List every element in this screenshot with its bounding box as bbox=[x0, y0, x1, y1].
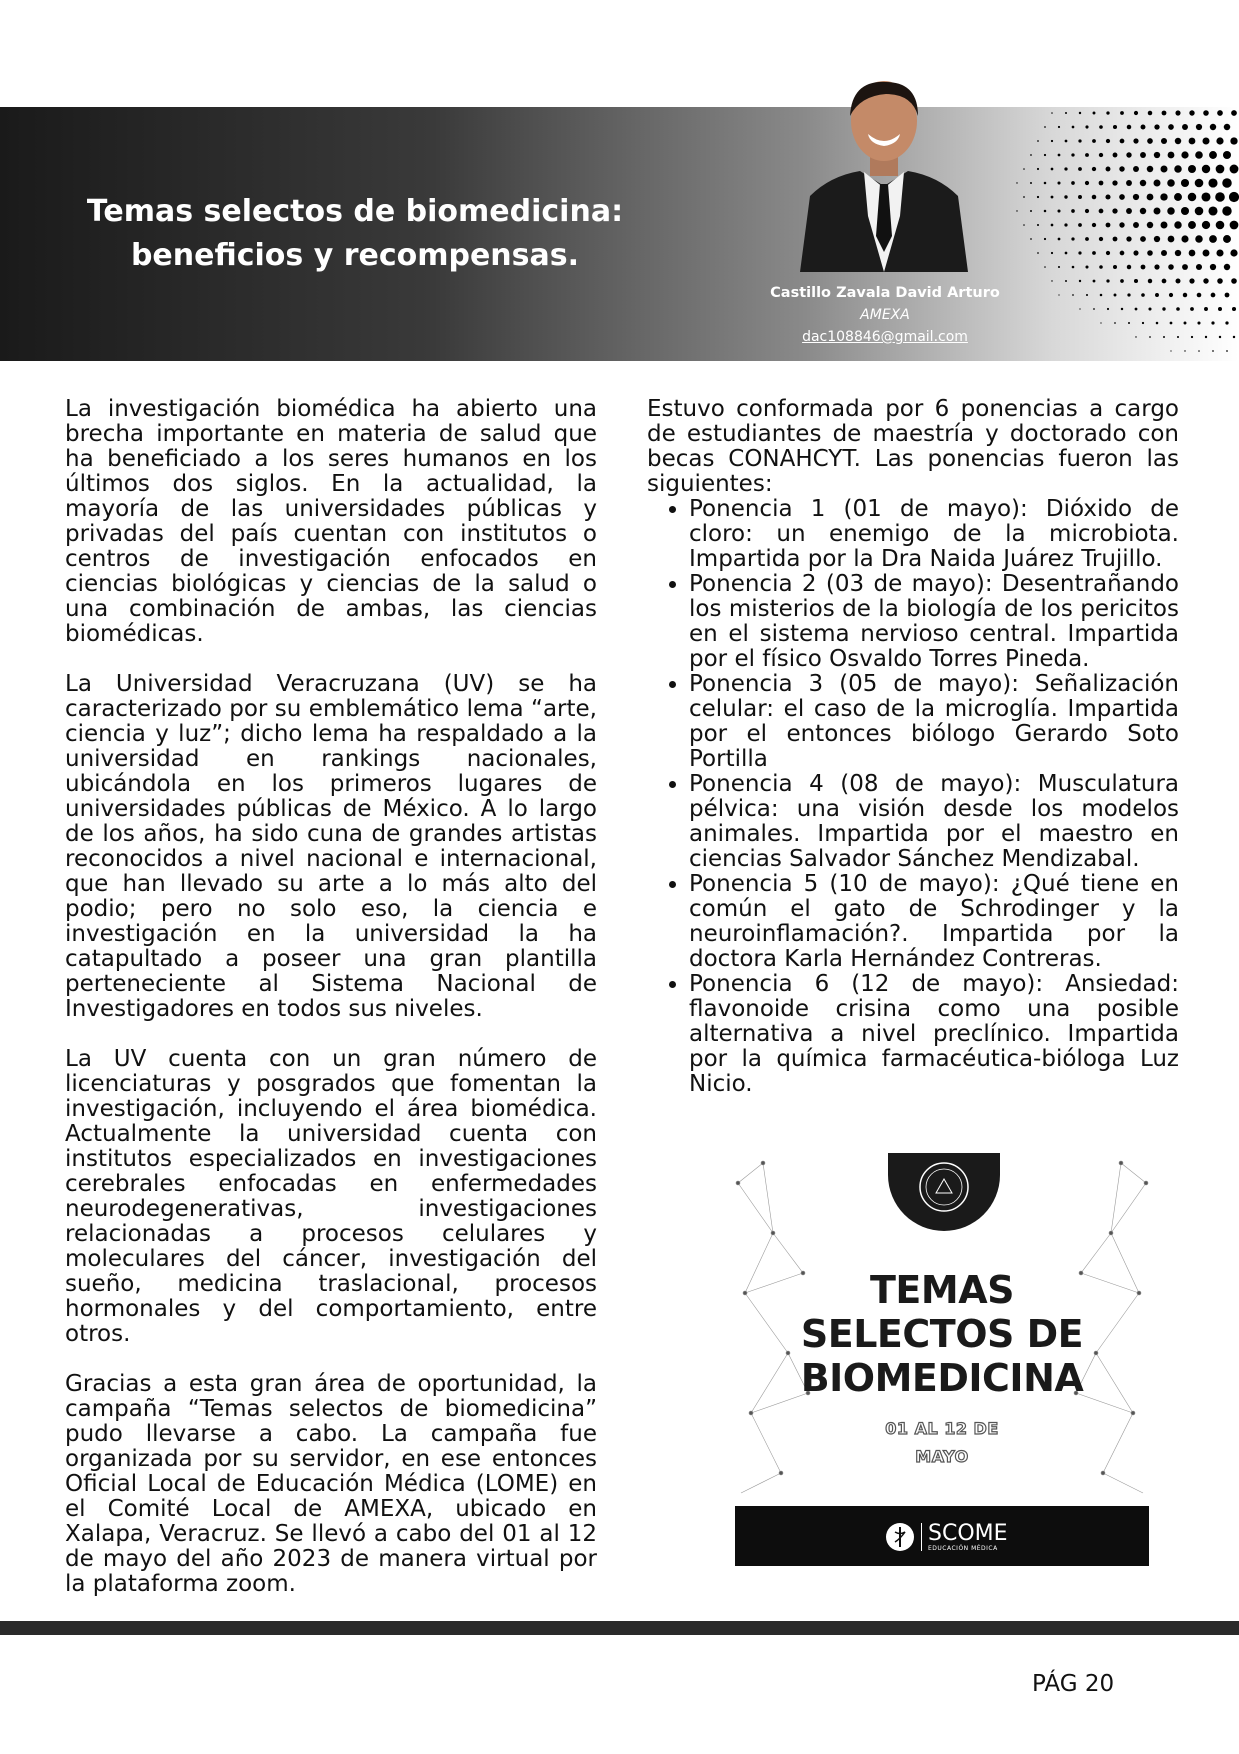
halftone-dot bbox=[1058, 238, 1061, 241]
halftone-dot bbox=[1181, 235, 1188, 242]
poster-title-line-2: SELECTOS DE bbox=[800, 1312, 1084, 1356]
halftone-dot bbox=[1135, 308, 1138, 311]
halftone-dot bbox=[1064, 195, 1067, 198]
poster-dates-line-2: MAYO bbox=[915, 1447, 969, 1466]
halftone-dot bbox=[1161, 138, 1167, 144]
halftone-dot bbox=[1231, 278, 1237, 284]
page-number: PÁG 20 bbox=[1032, 1671, 1115, 1697]
halftone-dot bbox=[1141, 125, 1146, 130]
halftone-dot bbox=[1119, 194, 1125, 200]
halftone-dot bbox=[1184, 350, 1185, 351]
halftone-dot bbox=[1127, 125, 1132, 130]
halftone-dot bbox=[1127, 265, 1131, 269]
halftone-dot bbox=[1093, 280, 1096, 283]
halftone-dot bbox=[1202, 137, 1209, 144]
halftone-dot bbox=[1196, 124, 1202, 130]
halftone-dot bbox=[1197, 293, 1202, 298]
halftone-dot bbox=[1079, 308, 1080, 309]
halftone-dot bbox=[1106, 167, 1111, 172]
halftone-dot bbox=[1078, 167, 1082, 171]
halftone-dot bbox=[1230, 249, 1237, 256]
halftone-dot bbox=[1092, 251, 1096, 255]
halftone-dot bbox=[1154, 264, 1159, 269]
halftone-dot bbox=[1126, 180, 1132, 186]
halftone-dot bbox=[1154, 208, 1161, 215]
halftone-dot bbox=[1099, 237, 1103, 241]
halftone-dot bbox=[1232, 307, 1236, 311]
poster-title bbox=[733, 1268, 1151, 1400]
halftone-dot bbox=[1140, 180, 1146, 186]
halftone-dot bbox=[1133, 250, 1138, 255]
halftone-dot bbox=[1156, 322, 1159, 325]
halftone-dot bbox=[1208, 178, 1217, 187]
halftone-dot bbox=[1212, 350, 1214, 352]
halftone-dot bbox=[1037, 252, 1039, 254]
halftone-dot bbox=[1044, 154, 1046, 156]
halftone-dot bbox=[1112, 208, 1117, 213]
halftone-dot bbox=[1030, 182, 1032, 184]
halftone-dot bbox=[1072, 266, 1075, 269]
halftone-dot bbox=[1161, 222, 1168, 229]
halftone-dot bbox=[1044, 126, 1046, 128]
list-item: • Ponencia 6 (12 de mayo): Ansiedad: flavonoide crisina como una posible alternativa a nivel preclínico. Impartida por la química farmacéutica-bióloga Luz Nicio. bbox=[689, 972, 1179, 1097]
halftone-dot bbox=[1141, 265, 1146, 270]
halftone-dot bbox=[1058, 154, 1061, 157]
halftone-dot bbox=[1057, 181, 1060, 184]
halftone-dot bbox=[1092, 139, 1096, 143]
paragraph-4: Gracias a esta gran área de oportunidad, la campaña “Temas selectos de biomedicina” pudo llevarse a cabo. La campaña fue organizada por su servidor, en ese entonces Oficial Local de Educación Médica (LOME) en el Comité Local de AMEXA, ubicado en Xalapa, Veracruz. Se llevó a cabo del 01 al 12 de mayo del año 2023 de manera virtual por la plataforma zoom. bbox=[65, 1371, 597, 1597]
halftone-dot bbox=[1163, 336, 1165, 338]
halftone-dot bbox=[1202, 221, 1210, 229]
halftone-dot bbox=[1064, 223, 1067, 226]
halftone-dot bbox=[1141, 293, 1145, 297]
halftone-dot bbox=[1202, 165, 1210, 173]
halftone-dot bbox=[1071, 237, 1074, 240]
halftone-dot bbox=[1133, 138, 1138, 143]
halftone-dot bbox=[1209, 235, 1217, 243]
halftone-dot bbox=[1065, 280, 1067, 282]
halftone-dot bbox=[1188, 165, 1196, 173]
halftone-dot bbox=[1182, 124, 1188, 130]
halftone-dot bbox=[1044, 182, 1047, 185]
halftone-dot bbox=[1168, 124, 1174, 130]
halftone-dot bbox=[1183, 293, 1187, 297]
halftone-dot bbox=[1175, 278, 1180, 283]
halftone-dot bbox=[1078, 139, 1081, 142]
halftone-dot bbox=[1209, 151, 1217, 159]
halftone-dot bbox=[1231, 110, 1237, 116]
halftone-dot bbox=[1072, 126, 1075, 129]
halftone-dot bbox=[1160, 165, 1167, 172]
halftone-dot bbox=[1189, 110, 1194, 115]
halftone-dot bbox=[1148, 279, 1152, 283]
halftone-dot bbox=[1113, 125, 1117, 129]
halftone-dot bbox=[1085, 153, 1089, 157]
halftone-dot bbox=[1216, 249, 1223, 256]
halftone-dot bbox=[1162, 279, 1167, 284]
halftone-dot bbox=[1154, 124, 1159, 129]
halftone-dot bbox=[1175, 110, 1180, 115]
halftone-dot bbox=[1188, 193, 1197, 202]
halftone-dot bbox=[1175, 250, 1181, 256]
list-item: • Ponencia 2 (03 de mayo): Desentrañando los misterios de la biología de los pericitos en el sistema nervioso central. Impartida por el físico Osvaldo Torres Pineda. bbox=[689, 572, 1179, 672]
halftone-dot bbox=[1140, 208, 1146, 214]
halftone-dot bbox=[1205, 336, 1207, 338]
halftone-dot bbox=[1120, 139, 1125, 144]
halftone-dot bbox=[1064, 167, 1067, 170]
halftone-dot bbox=[1191, 336, 1193, 338]
halftone-dot bbox=[1190, 307, 1194, 311]
halftone-dot bbox=[1203, 250, 1210, 257]
paragraph-2: La Universidad Veracruzana (UV) se ha caracterizado por su emblemático lema “arte, ciencia y luz”; dicho lema ha respaldado a la universidad en rankings nacionales, ubicándola en los primeros lugares de universidades públicas de México. A lo largo de los años, ha sido cuna de grandes artistas reconocidos a nivel nacional e internacional, que han llevado su arte a lo más alto del podio; pero no solo eso, la ciencia e investigación en la universidad la ha catapultado a poseer una gran plantilla perteneciente al Sistema Nacional de Investigadores en todos sus niveles. bbox=[65, 671, 597, 1022]
halftone-dot bbox=[1079, 280, 1081, 282]
halftone-dot bbox=[1148, 307, 1151, 310]
halftone-dot bbox=[1154, 152, 1160, 158]
halftone-dot bbox=[1195, 207, 1204, 216]
halftone-dot bbox=[1189, 138, 1196, 145]
halftone-dot bbox=[1071, 181, 1075, 185]
halftone-dot bbox=[1127, 293, 1130, 296]
halftone-dot bbox=[1211, 293, 1216, 298]
halftone-dot bbox=[1195, 151, 1203, 159]
halftone-dot bbox=[1135, 336, 1136, 337]
halftone-dot bbox=[1106, 111, 1109, 114]
halftone-dot bbox=[1058, 266, 1060, 268]
halftone-dot bbox=[1099, 153, 1103, 157]
halftone-dot bbox=[1086, 294, 1088, 296]
halftone-dot bbox=[1093, 308, 1095, 310]
halftone-dot bbox=[1085, 181, 1089, 185]
halftone-dot bbox=[1189, 250, 1196, 257]
halftone-dot bbox=[1149, 336, 1151, 338]
halftone-dot bbox=[1176, 307, 1180, 311]
halftone-dot bbox=[1197, 321, 1200, 324]
halftone-dot bbox=[1037, 168, 1039, 170]
halftone-dot bbox=[1167, 179, 1175, 187]
halftone-dot bbox=[1051, 140, 1053, 142]
halftone-dot bbox=[1174, 221, 1181, 228]
halftone-dot bbox=[1044, 238, 1046, 240]
halftone-dot bbox=[1196, 264, 1202, 270]
halftone-dot bbox=[1184, 322, 1187, 325]
halftone-dot bbox=[1215, 192, 1225, 202]
halftone-dot bbox=[1160, 193, 1167, 200]
halftone-dot bbox=[1147, 166, 1154, 173]
scome-logo bbox=[885, 1522, 1008, 1552]
halftone-dot bbox=[1162, 307, 1165, 310]
halftone-dot bbox=[1099, 209, 1104, 214]
halftone-dot bbox=[1126, 152, 1131, 157]
halftone-dot bbox=[1106, 223, 1111, 228]
halftone-dot bbox=[1182, 264, 1188, 270]
ponencias-list bbox=[647, 497, 1179, 1097]
halftone-dot bbox=[1168, 152, 1175, 159]
halftone-dot bbox=[1188, 221, 1196, 229]
halftone-dot bbox=[1181, 207, 1189, 215]
halftone-dot bbox=[1174, 193, 1182, 201]
halftone-dot bbox=[1100, 322, 1101, 323]
halftone-dot bbox=[1148, 111, 1153, 116]
left-column bbox=[65, 397, 597, 1622]
halftone-dot bbox=[1201, 192, 1210, 201]
halftone-dot bbox=[1198, 350, 1200, 352]
halftone-dot bbox=[1169, 293, 1173, 297]
halftone-dot bbox=[1119, 222, 1124, 227]
halftone-dot bbox=[1058, 126, 1060, 128]
halftone-dot bbox=[1114, 294, 1117, 297]
halftone-dot bbox=[1134, 111, 1138, 115]
halftone-dot bbox=[1106, 279, 1109, 282]
halftone-dot bbox=[1222, 206, 1231, 215]
halftone-dot bbox=[1044, 210, 1047, 213]
halftone-dot bbox=[1051, 252, 1053, 254]
halftone-dot bbox=[1177, 336, 1179, 338]
halftone-dot bbox=[1230, 137, 1237, 144]
poster-dates-line-1: 01 AL 12 DE bbox=[885, 1419, 999, 1438]
halftone-dot bbox=[1016, 182, 1017, 183]
halftone-dot bbox=[1051, 112, 1053, 114]
halftone-dot bbox=[1147, 194, 1154, 201]
halftone-dot bbox=[1044, 266, 1046, 268]
halftone-dot bbox=[1106, 139, 1110, 143]
halftone-dot bbox=[1037, 224, 1039, 226]
halftone-dot bbox=[1079, 112, 1081, 114]
halftone-dot bbox=[1226, 350, 1228, 352]
halftone-dot bbox=[1140, 236, 1146, 242]
halftone-dot bbox=[1126, 208, 1132, 214]
poster-dates bbox=[733, 1415, 1151, 1471]
halftone-dot bbox=[1217, 110, 1223, 116]
halftone-dot bbox=[1225, 321, 1228, 324]
halftone-dot bbox=[1119, 166, 1124, 171]
halftone-dot bbox=[1203, 278, 1208, 283]
list-item: • Ponencia 1 (01 de mayo): Dióxido de cloro: un enemigo de la microbiota. Impartida por la Dra Naida Juárez Trujillo. bbox=[689, 497, 1179, 572]
halftone-dot bbox=[1154, 180, 1161, 187]
list-item: • Ponencia 5 (10 de mayo): ¿Qué tiene en común el gato de Schrodinger y la neuroinflamación?. Impartida por la doctora Karla Hernández Contreras. bbox=[689, 872, 1179, 972]
halftone-dot bbox=[1099, 181, 1104, 186]
halftone-dot bbox=[1057, 209, 1060, 212]
halftone-dot bbox=[1219, 336, 1221, 338]
paragraph-1: La investigación biomédica ha abierto una brecha importante en materia de salud que ha beneficiado a los seres humanos en los últimos dos siglos. En la actualidad, la mayoría de las universidades públicas y privadas del país cuentan con institutos o centros de investigación enfocados en ciencias biológicas y ciencias de la salud o una combinación de ambas, las ciencias biomédicas. bbox=[65, 396, 597, 647]
halftone-dot bbox=[1208, 206, 1217, 215]
halftone-dot bbox=[1142, 322, 1144, 324]
halftone-dot bbox=[1065, 112, 1067, 114]
halftone-dot bbox=[1223, 235, 1231, 243]
halftone-dot bbox=[1078, 195, 1082, 199]
halftone-dot bbox=[1078, 223, 1082, 227]
halftone-dot bbox=[1233, 336, 1235, 338]
halftone-dot bbox=[1204, 307, 1208, 311]
author-photo bbox=[800, 76, 968, 272]
halftone-dot bbox=[1195, 235, 1203, 243]
halftone-dot bbox=[1065, 140, 1068, 143]
halftone-dot bbox=[1134, 279, 1138, 283]
halftone-dot bbox=[1051, 280, 1052, 281]
halftone-dot bbox=[1092, 195, 1097, 200]
halftone-dot bbox=[1051, 224, 1054, 227]
halftone-dot bbox=[1071, 153, 1074, 156]
halftone-dot bbox=[1100, 294, 1103, 297]
campaign-poster bbox=[733, 1153, 1151, 1568]
halftone-dot bbox=[1225, 293, 1230, 298]
halftone-dot bbox=[1210, 264, 1216, 270]
halftone-dot bbox=[1113, 265, 1117, 269]
title-line-2: beneficios y recompensas. bbox=[130, 238, 580, 273]
halftone-dot bbox=[1170, 350, 1171, 351]
author-info bbox=[740, 282, 1030, 348]
paragraph-3: La UV cuenta con un gran número de licenciaturas y posgrados que fomentan la investigación, incluyendo el área biomédica. Actualmente la universidad cuenta con institutos especializados en investigaciones cerebrales enfocadas en enfermedades neurodegenerativas, investigaciones relacionadas a procesos celulares y moleculares del cáncer, investigación del sueño, medicina traslacional, procesos hormonales y del comportamiento, entre otros. bbox=[65, 1046, 597, 1347]
halftone-dot bbox=[1229, 192, 1239, 202]
halftone-dot bbox=[1222, 178, 1232, 188]
halftone-dot bbox=[1114, 322, 1116, 324]
halftone-dot bbox=[1230, 165, 1239, 174]
halftone-dot bbox=[1224, 124, 1231, 131]
poster-footer bbox=[735, 1506, 1149, 1566]
caduceus-icon bbox=[885, 1522, 915, 1552]
halftone-dot bbox=[1155, 293, 1159, 297]
halftone-dot bbox=[1147, 250, 1153, 256]
halftone-dot bbox=[1140, 152, 1146, 158]
halftone-dot bbox=[1128, 322, 1130, 324]
amexa-badge bbox=[888, 1153, 1000, 1231]
halftone-dot bbox=[1161, 250, 1167, 256]
halftone-dot bbox=[1078, 251, 1081, 254]
halftone-dot bbox=[1211, 321, 1214, 324]
halftone-dot bbox=[1037, 140, 1039, 142]
halftone-dot bbox=[1216, 221, 1225, 230]
halftone-dot bbox=[1065, 252, 1068, 255]
poster-title-line-1: TEMAS bbox=[870, 1268, 1014, 1312]
halftone-dot bbox=[1071, 209, 1075, 213]
halftone-dot bbox=[1218, 307, 1222, 311]
halftone-dot bbox=[1085, 237, 1089, 241]
halftone-dot bbox=[1210, 124, 1216, 130]
halftone-dot bbox=[1092, 223, 1096, 227]
halftone-dot bbox=[1085, 125, 1088, 128]
halftone-dot bbox=[1030, 210, 1032, 212]
halftone-dot bbox=[1120, 279, 1124, 283]
halftone-dot bbox=[1093, 112, 1096, 115]
halftone-dot bbox=[1112, 180, 1117, 185]
halftone-dot bbox=[1224, 264, 1230, 270]
scome-logo-text: SCOME bbox=[928, 1520, 1008, 1546]
halftone-dot bbox=[1175, 138, 1181, 144]
halftone-dot bbox=[1170, 322, 1173, 325]
halftone-dot bbox=[1030, 154, 1032, 156]
halftone-dot bbox=[1195, 179, 1204, 188]
halftone-dot bbox=[1099, 265, 1103, 269]
halftone-dot bbox=[1223, 151, 1231, 159]
author-organization: AMEXA bbox=[860, 307, 910, 323]
halftone-dot bbox=[1147, 138, 1153, 144]
halftone-dot bbox=[1154, 236, 1160, 242]
halftone-dot bbox=[1113, 237, 1118, 242]
halftone-dot bbox=[1085, 209, 1089, 213]
halftone-dot bbox=[1120, 251, 1125, 256]
halftone-dot bbox=[1168, 236, 1175, 243]
halftone-dot bbox=[1072, 294, 1074, 296]
halftone-dot bbox=[1189, 278, 1194, 283]
halftone-dot bbox=[1174, 165, 1182, 173]
halftone-dot bbox=[1133, 222, 1139, 228]
halftone-dot bbox=[1037, 196, 1039, 198]
halftone-dot bbox=[1106, 251, 1110, 255]
halftone-dot bbox=[1030, 238, 1032, 240]
halftone-dot bbox=[1181, 179, 1189, 187]
halftone-dot bbox=[1120, 111, 1124, 115]
halftone-dot bbox=[1133, 166, 1139, 172]
halftone-dot bbox=[1085, 265, 1088, 268]
halftone-dot bbox=[1105, 194, 1110, 199]
halftone-dot bbox=[1216, 165, 1225, 174]
scome-logo-subtext: EDUCACIÓN MÉDICA bbox=[928, 1544, 998, 1552]
poster-title-line-3: BIOMEDICINA bbox=[800, 1356, 1084, 1400]
halftone-dot bbox=[1023, 224, 1025, 226]
ponencias-intro: Estuvo conformada por 6 ponencias a cargo de estudiantes de maestría y doctorado con becas CONAHCYT. Las ponencias fueron las siguientes: bbox=[647, 396, 1179, 497]
halftone-dot bbox=[1058, 294, 1059, 295]
halftone-dot bbox=[1133, 194, 1139, 200]
list-item: • Ponencia 4 (08 de mayo): Musculatura pélvica: una visión desde los modelos animales. Impartida por el maestro en ciencias Salvador Sánchez Mendizabal. bbox=[689, 772, 1179, 872]
halftone-dot bbox=[1113, 153, 1118, 158]
title-line-1: Temas selectos de biomedicina: bbox=[86, 194, 624, 229]
list-item: • Ponencia 3 (05 de mayo): Señalización celular: el caso de la microglía. Impartida por el entonces biólogo Gerardo Soto Portilla bbox=[689, 672, 1179, 772]
halftone-dot bbox=[1121, 308, 1123, 310]
halftone-dot bbox=[1051, 168, 1054, 171]
halftone-dot bbox=[1107, 308, 1109, 310]
halftone-dot bbox=[1230, 221, 1239, 230]
halftone-dot bbox=[1016, 210, 1017, 211]
halftone-dot bbox=[1203, 110, 1209, 116]
halftone-dot bbox=[1217, 278, 1223, 284]
footer-divider bbox=[0, 1621, 1239, 1635]
halftone-dot bbox=[1023, 168, 1025, 170]
halftone-dot bbox=[1051, 196, 1054, 199]
halftone-dot bbox=[1181, 151, 1188, 158]
halftone-dot bbox=[1147, 222, 1153, 228]
halftone-dot bbox=[1126, 236, 1131, 241]
article-title bbox=[60, 190, 650, 278]
halftone-dot bbox=[1216, 137, 1223, 144]
author-name: Castillo Zavala David Arturo bbox=[770, 285, 1000, 301]
halftone-dot bbox=[1162, 111, 1167, 116]
halftone-dot bbox=[1168, 264, 1174, 270]
halftone-dot bbox=[1099, 125, 1103, 129]
halftone-dot bbox=[1023, 196, 1025, 198]
right-column bbox=[647, 397, 1179, 1097]
halftone-dot bbox=[1092, 167, 1096, 171]
halftone-dot bbox=[1167, 207, 1175, 215]
author-email-link[interactable]: dac108846@gmail.com bbox=[802, 329, 968, 345]
